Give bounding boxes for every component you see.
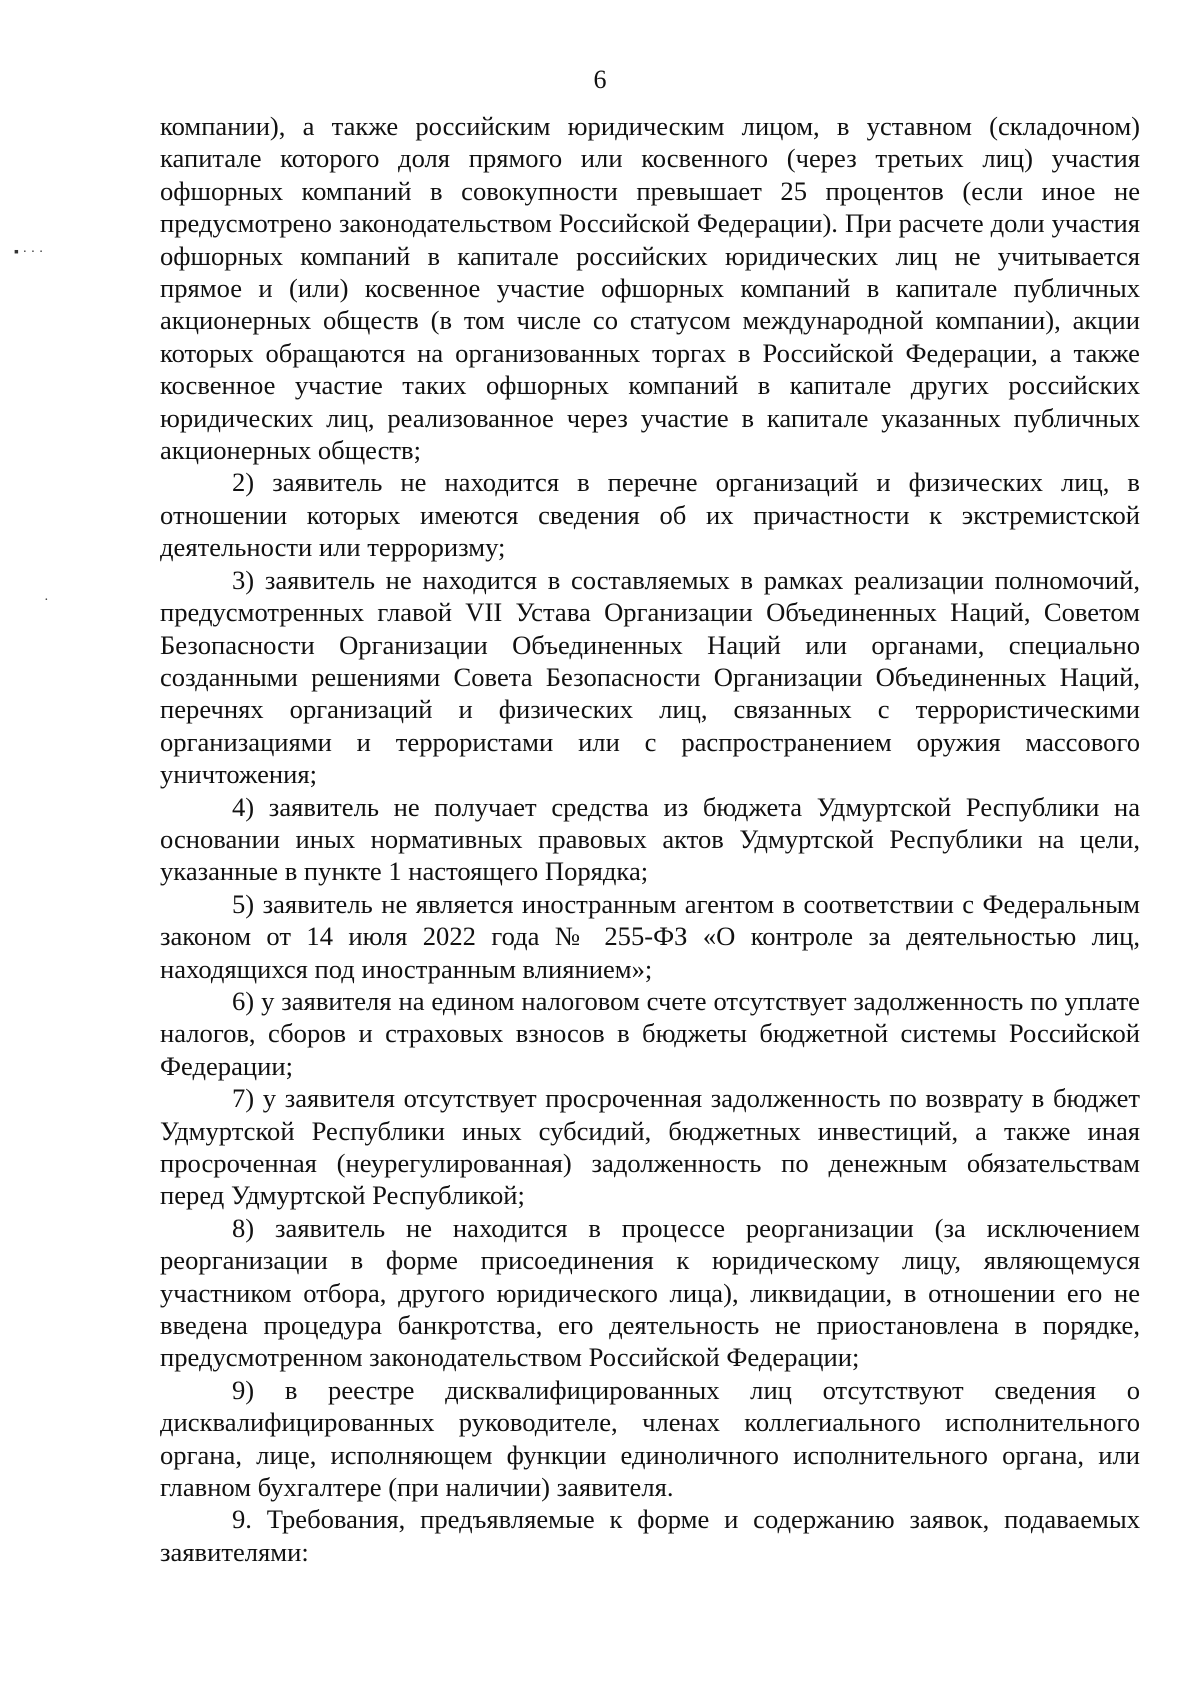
scan-artifact-dot: · [44,593,49,608]
scan-artifact-mark: ▪ · · · [14,245,44,260]
paragraph-item-9: 9) в реестре дисквалифицированных лиц отсутствуют сведения о дисквалифицированных руководителе, членах коллегиального исполнительного органа, лице, исполняющем функции единоличного исполнительного органа, или главном бухгалтере (при наличии) заявителя. [160,1374,1140,1503]
paragraph-item-4: 4) заявитель не получает средства из бюджета Удмуртской Республики на основании иных нормативных правовых актов Удмуртской Республики на цели, указанные в пункте 1 настоящего Порядка; [160,791,1140,887]
page-number: 6 [593,65,607,94]
paragraph-item-2: 2) заявитель не находится в перечне организаций и физических лиц, в отношении которых имеются сведения об их причастности к экстремистской деятельности или терроризму; [160,467,1140,563]
paragraph-item-6: 6) у заявителя на едином налоговом счете отсутствует задолженность по уплате налогов, сборов и страховых взносов в бюджеты бюджетной системы Российской Федерации; [160,985,1140,1081]
paragraph-item-3: 3) заявитель не находится в составляемых в рамках реализации полномочий, предусмотренных главой VII Устава Организации Объединенных Наций, Советом Безопасности Организации Объединенных Наций или органами, специально созданными решениями Совета Безопасности Организации Объединенных Наций, перечнях организаций и физических лиц, связанных с террористическими организациями и террористами или с распространением оружия массового уничтожения; [160,564,1140,790]
paragraph-item-7: 7) у заявителя отсутствует просроченная задолженность по возврату в бюджет Удмуртской Республики иных субсидий, бюджетных инвестиций, а также иная просроченная (неурегулированная) задолженность по денежным обязательствам перед Удмуртской Республикой; [160,1083,1140,1211]
paragraph-item-5: 5) заявитель не является иностранным агентом в соответствии с Федеральным законом от 14 июля 2022 года № 255-ФЗ «О контроле за деятельностью лиц, находящихся под иностранным влиянием»; [160,888,1140,984]
paragraph-offshore-continuation: компании), а также российским юридическим лицом, в уставном (складочном) капитале которого доля прямого или косвенного (через третьих лиц) участия офшорных компаний в совокупности превышает 25 процентов (если иное не предусмотрено законодательством Российской Федерации). При расчете доли участия офшорных компаний в капитале российских юридических лиц не учитывается прямое и (или) косвенное участие офшорных компаний в капитале публичных акционерных обществ (в том числе со статусом международной компании), акции которых обращаются на организованных торгах в Российской Федерации, а также косвенное участие таких офшорных компаний в капитале других российских юридических лиц, реализованное через участие в капитале указанных публичных акционерных обществ; [160,111,1140,466]
document-body [160,110,1140,1568]
paragraph-item-8: 8) заявитель не находится в процессе реорганизации (за исключением реорганизации в форме присоединения к юридическому лицу, являющемуся участником отбора, другого юридического лица), ликвидации, в отношении его не введена процедура банкротства, его деятельность не приостановлена в порядке, предусмотренном законодательством Российской Федерации; [160,1212,1140,1373]
paragraph-section-9-heading: 9. Требования, предъявляемые к форме и содержанию заявок, подаваемых заявителями: [160,1504,1140,1567]
